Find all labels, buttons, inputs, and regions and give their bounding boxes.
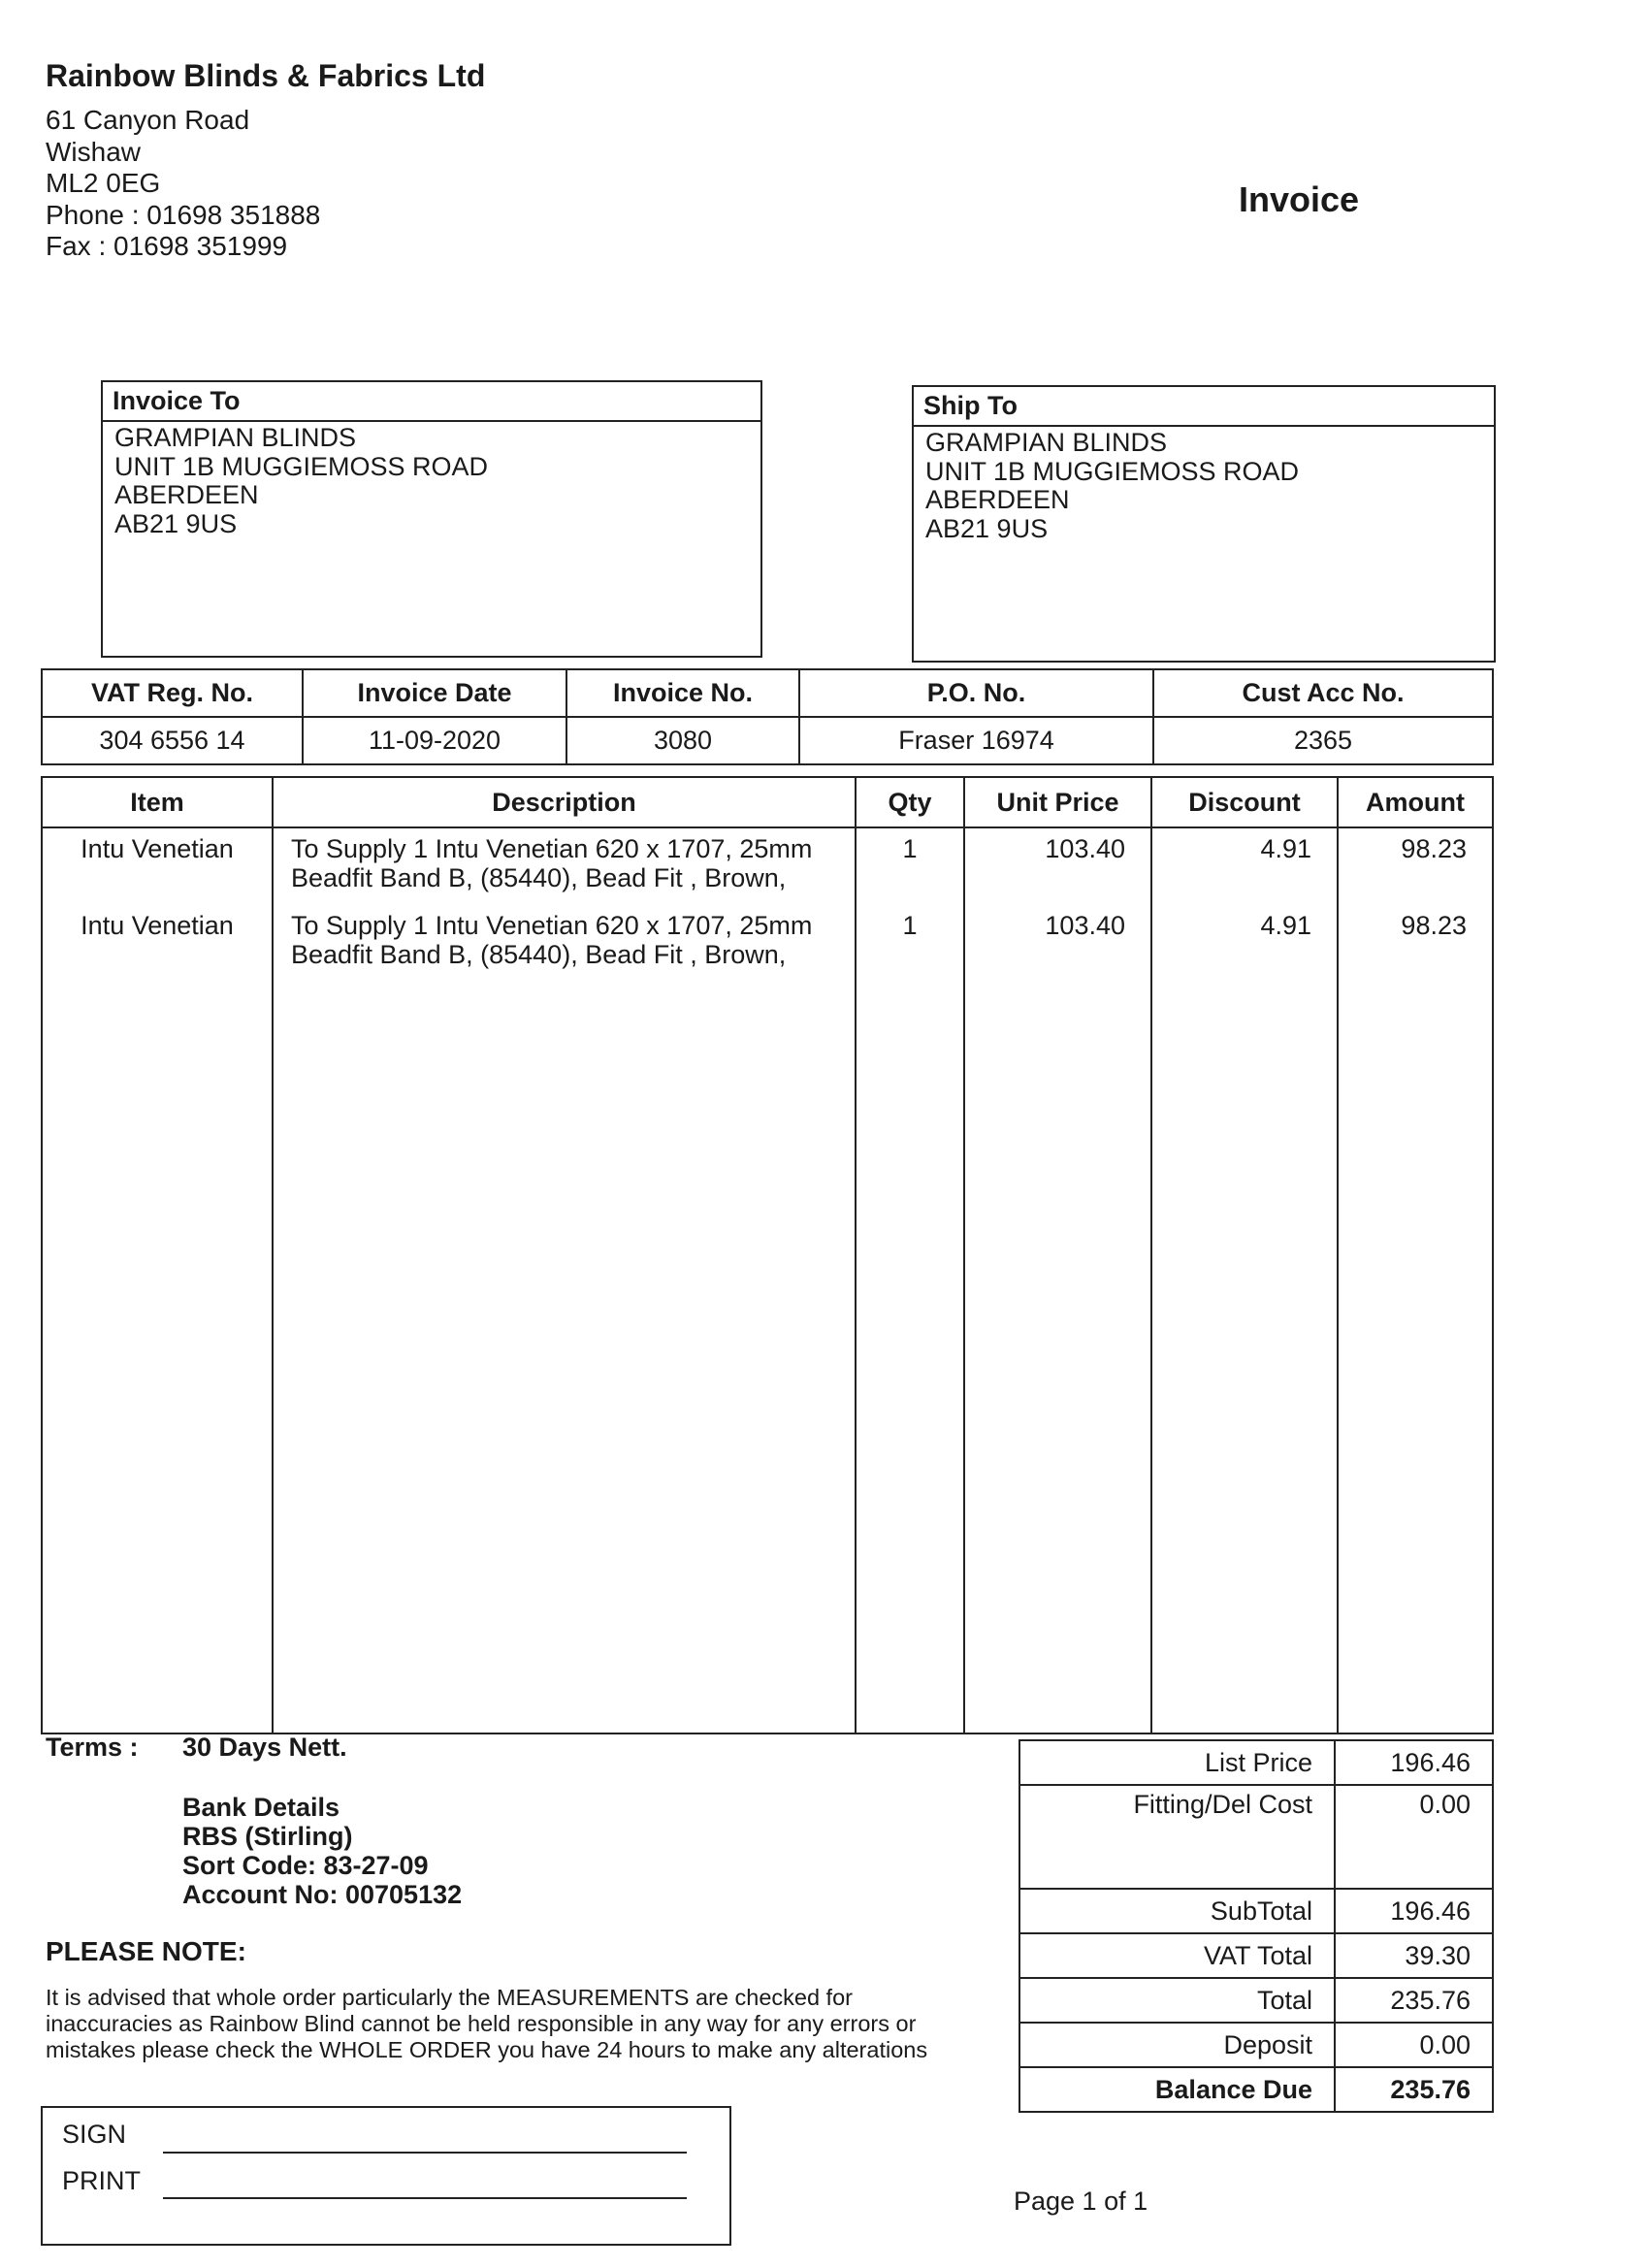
item-header: Item <box>42 777 273 827</box>
description-cell <box>273 827 856 905</box>
page-number: Page 1 of 1 <box>1014 2187 1148 2216</box>
qty-header: Qty <box>856 777 964 827</box>
qty-cell: 1 <box>856 827 964 905</box>
address-line: Wishaw <box>46 136 142 167</box>
balance-due-label: Balance Due <box>1019 2067 1335 2112</box>
amount-cell: 98.23 <box>1338 827 1493 905</box>
invoice-to-header: Invoice To <box>103 382 760 422</box>
invoice-date-header: Invoice Date <box>303 669 566 717</box>
address-line: 61 Canyon Road <box>46 105 250 135</box>
item-cell: Intu Venetian <box>42 827 273 905</box>
discount-cell: 4.91 <box>1151 905 1338 982</box>
company-address <box>46 105 320 263</box>
discount-cell: 4.91 <box>1151 827 1338 905</box>
company-phone: Phone : 01698 351888 <box>46 199 321 230</box>
invoice-date-value: 11-09-2020 <box>303 717 566 764</box>
address-line: UNIT 1B MUGGIEMOSS ROAD <box>114 451 489 481</box>
print-line[interactable] <box>163 2197 687 2199</box>
amount-header: Amount <box>1338 777 1493 827</box>
address-line: ABERDEEN <box>114 480 259 509</box>
company-fax: Fax : 01698 351999 <box>46 231 288 261</box>
balance-due-value: 235.76 <box>1335 2067 1493 2112</box>
address-line: ABERDEEN <box>925 485 1070 514</box>
bank-details <box>182 1793 462 1909</box>
vat-reg-value: 304 6556 14 <box>42 717 303 764</box>
note-text <box>46 1985 977 2063</box>
note-line: inaccuracies as Rainbow Blind cannot be held responsible in any way for any errors or <box>46 2011 917 2036</box>
fitting-label: Fitting/Del Cost <box>1019 1785 1335 1889</box>
totals-table <box>1018 1739 1494 2113</box>
print-label: PRINT <box>62 2166 141 2195</box>
vat-total-label: VAT Total <box>1019 1933 1335 1978</box>
amount-cell: 98.23 <box>1338 905 1493 982</box>
cust-acc-value: 2365 <box>1153 717 1493 764</box>
note-line: It is advised that whole order particularly the MEASUREMENTS are checked for <box>46 1985 853 2010</box>
table-filler-row <box>42 982 1493 1733</box>
unit-price-header: Unit Price <box>964 777 1151 827</box>
address-line: GRAMPIAN BLINDS <box>114 423 357 452</box>
company-name: Rainbow Blinds & Fabrics Ltd <box>46 58 486 93</box>
address-line: UNIT 1B MUGGIEMOSS ROAD <box>925 456 1300 486</box>
unit-price-cell: 103.40 <box>964 827 1151 905</box>
list-price-label: List Price <box>1019 1740 1335 1785</box>
description-line: To Supply 1 Intu Venetian 620 x 1707, 25mm <box>291 911 813 940</box>
description-line: Beadfit Band B, (85440), Bead Fit , Brown, <box>291 940 787 969</box>
sort-code: Sort Code: 83-27-09 <box>182 1851 429 1880</box>
address-line: ML2 0EG <box>46 168 161 198</box>
invoice-no-header: Invoice No. <box>566 669 799 717</box>
vat-total-value: 39.30 <box>1335 1933 1493 1978</box>
signature-box <box>41 2106 731 2246</box>
discount-header: Discount <box>1151 777 1338 827</box>
table-row <box>42 905 1493 982</box>
line-items-table <box>41 776 1494 1734</box>
qty-cell: 1 <box>856 905 964 982</box>
deposit-label: Deposit <box>1019 2023 1335 2067</box>
terms-value: 30 Days Nett. <box>182 1733 347 1762</box>
address-line: GRAMPIAN BLINDS <box>925 428 1168 457</box>
document-title: Invoice <box>1239 179 1360 219</box>
list-price-value: 196.46 <box>1335 1740 1493 1785</box>
note-title: PLEASE NOTE: <box>46 1936 246 1966</box>
deposit-value: 0.00 <box>1335 2023 1493 2067</box>
total-value: 235.76 <box>1335 1978 1493 2023</box>
ship-to-header: Ship To <box>914 387 1494 427</box>
subtotal-value: 196.46 <box>1335 1889 1493 1933</box>
description-line: To Supply 1 Intu Venetian 620 x 1707, 25mm <box>291 834 813 863</box>
sign-line[interactable] <box>163 2152 687 2154</box>
invoice-to-box <box>101 380 762 658</box>
cust-acc-header: Cust Acc No. <box>1153 669 1493 717</box>
description-cell <box>273 905 856 982</box>
account-number: Account No: 00705132 <box>182 1880 463 1909</box>
item-cell: Intu Venetian <box>42 905 273 982</box>
vat-reg-header: VAT Reg. No. <box>42 669 303 717</box>
address-line: AB21 9US <box>114 508 238 538</box>
invoice-info-table <box>41 668 1494 765</box>
bank-details-title: Bank Details <box>182 1793 340 1822</box>
total-label: Total <box>1019 1978 1335 2023</box>
description-line: Beadfit Band B, (85440), Bead Fit , Brown, <box>291 863 787 892</box>
terms-label: Terms : <box>46 1733 139 1762</box>
subtotal-label: SubTotal <box>1019 1889 1335 1933</box>
bank-name: RBS (Stirling) <box>182 1822 353 1851</box>
sign-label: SIGN <box>62 2120 127 2149</box>
address-line: AB21 9US <box>925 513 1049 543</box>
invoice-no-value: 3080 <box>566 717 799 764</box>
invoice-to-address <box>103 422 760 540</box>
po-no-header: P.O. No. <box>799 669 1153 717</box>
ship-to-box <box>912 385 1496 663</box>
description-header: Description <box>273 777 856 827</box>
ship-to-address <box>914 427 1494 545</box>
note-line: mistakes please check the WHOLE ORDER you have 24 hours to make any alterations <box>46 2037 928 2062</box>
unit-price-cell: 103.40 <box>964 905 1151 982</box>
po-no-value: Fraser 16974 <box>799 717 1153 764</box>
table-row <box>42 827 1493 905</box>
fitting-value: 0.00 <box>1335 1785 1493 1889</box>
